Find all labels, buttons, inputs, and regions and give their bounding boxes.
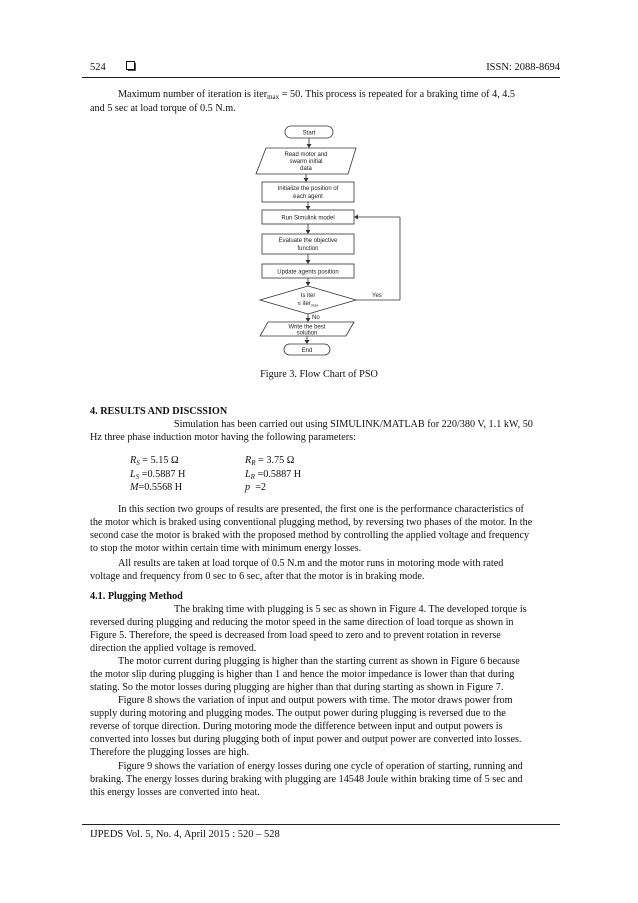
section-heading: 4. RESULTS AND DISCSSION [90,406,228,417]
svg-text:≤ itermax: ≤ iter$_{max}$ [297,301,319,308]
param-rs: RS = 5.15 Ω [130,455,179,467]
svg-text:function: function [297,246,319,252]
param-lr: LR =0.5887 H [245,469,302,481]
load-paragraph: All results are taken at load torque of 0.5 N.m and the motor runs in motoring mode with rated voltage and frequency from 0 sec to 6 sec, after that the motor is in braking mode. [90,558,504,583]
svg-text:Start: Start [302,130,316,137]
figure-caption: Figure 3. Flow Chart of PSO [260,369,378,380]
plugging-paragraph-4: Figure 9 shows the variation of energy losses during one cycle of operation of starting, running and braking. The energy losses during braking with plugging are 14548 Joule within braking time of 5 sec and this energy losses are converted into heat. [90,761,523,799]
svg-text:Is iter: Is iter [300,293,316,299]
svg-text:Write the best: Write the best [288,324,326,331]
plugging-paragraph-1: The braking time with plugging is 5 sec as shown in Figure 4. The developed torque is reversed during plugging and reducing the motor speed in the same direction of load torque as shown in Figure 5. Therefore, the speed is decreased from load speed to zero and to prevent rotation in reverse direction the applied voltage is removed. [90,604,527,655]
param-ls: LS =0.5887 H [130,469,186,481]
param-rr: RR = 3.75 Ω [245,455,295,467]
square-box-icon [126,61,136,71]
param-m: M=0.5568 H [130,482,183,493]
yes-label: Yes [372,293,382,299]
results-paragraph: In this section two groups of results are presented, the first one is the performance characteristics of the motor which is braked using conventional plugging method, by reversing two phases of the motor. In the second case the motor is braked with the proposed method by controlling the applied voltage and frequency to stop the motor within certain time with minimum energy losses. [90,504,533,555]
svg-text:Run Simulink model: Run Simulink model [281,215,335,222]
footer-citation: IJPEDS Vol. 5, No. 4, April 2015 : 520 – 528 [90,829,280,840]
param-p: p =2 [245,482,267,493]
pso-flowchart [250,124,410,356]
decision-diamond [260,286,356,314]
header-rule [82,77,560,78]
svg-text:Evaluate the objective: Evaluate the objective [278,238,338,244]
svg-text:solution: solution [296,330,318,337]
svg-text:each agent: each agent [293,194,323,200]
page-number: 524 [90,62,106,73]
svg-text:data: data [300,166,312,172]
plugging-paragraph-3: Figure 8 shows the variation of input and output powers with time. The motor draws power from supply during motoring and plugging modes. The output power during plugging is reversed due to the reverse of torque direction. During motoring mode the difference between input and output powers is converted into losses but during plugging both of input power and output power are converted into losses. Therefore the plugging losses are high. [90,695,522,759]
svg-text:End: End [301,348,313,354]
subsection-heading: 4.1. Plugging Method [90,591,183,602]
svg-text:Read motor and: Read motor and [284,152,328,158]
issn: ISSN: 2088-8694 [486,62,560,73]
no-label: No [312,315,320,321]
svg-text:swarm initial: swarm initial [289,159,323,165]
intro-paragraph: Maximum number of iteration is itermax = 50. This process is repeated for a braking time of 4, 4.5 and 5 sec at load torque of 0.5 N.m. [90,89,516,115]
footer-rule [82,824,560,825]
section4-paragraph: Simulation has been carried out using SIMULINK/MATLAB for 220/380 V, 1.1 kW, 50 Hz three phase induction motor having the following parameters: [90,419,533,444]
plugging-paragraph-2: The motor current during plugging is higher than the starting current as shown in Figure 6 because the motor slip during plugging is higher than 1 and hence the motor impedance is lower than that during stating. So the motor losses during plugging are higher than that during starting as shown in Figure 7. [90,656,520,694]
svg-text:Update agents position: Update agents position [277,269,339,276]
svg-text:Initialize the position of: Initialize the position of [277,186,339,192]
